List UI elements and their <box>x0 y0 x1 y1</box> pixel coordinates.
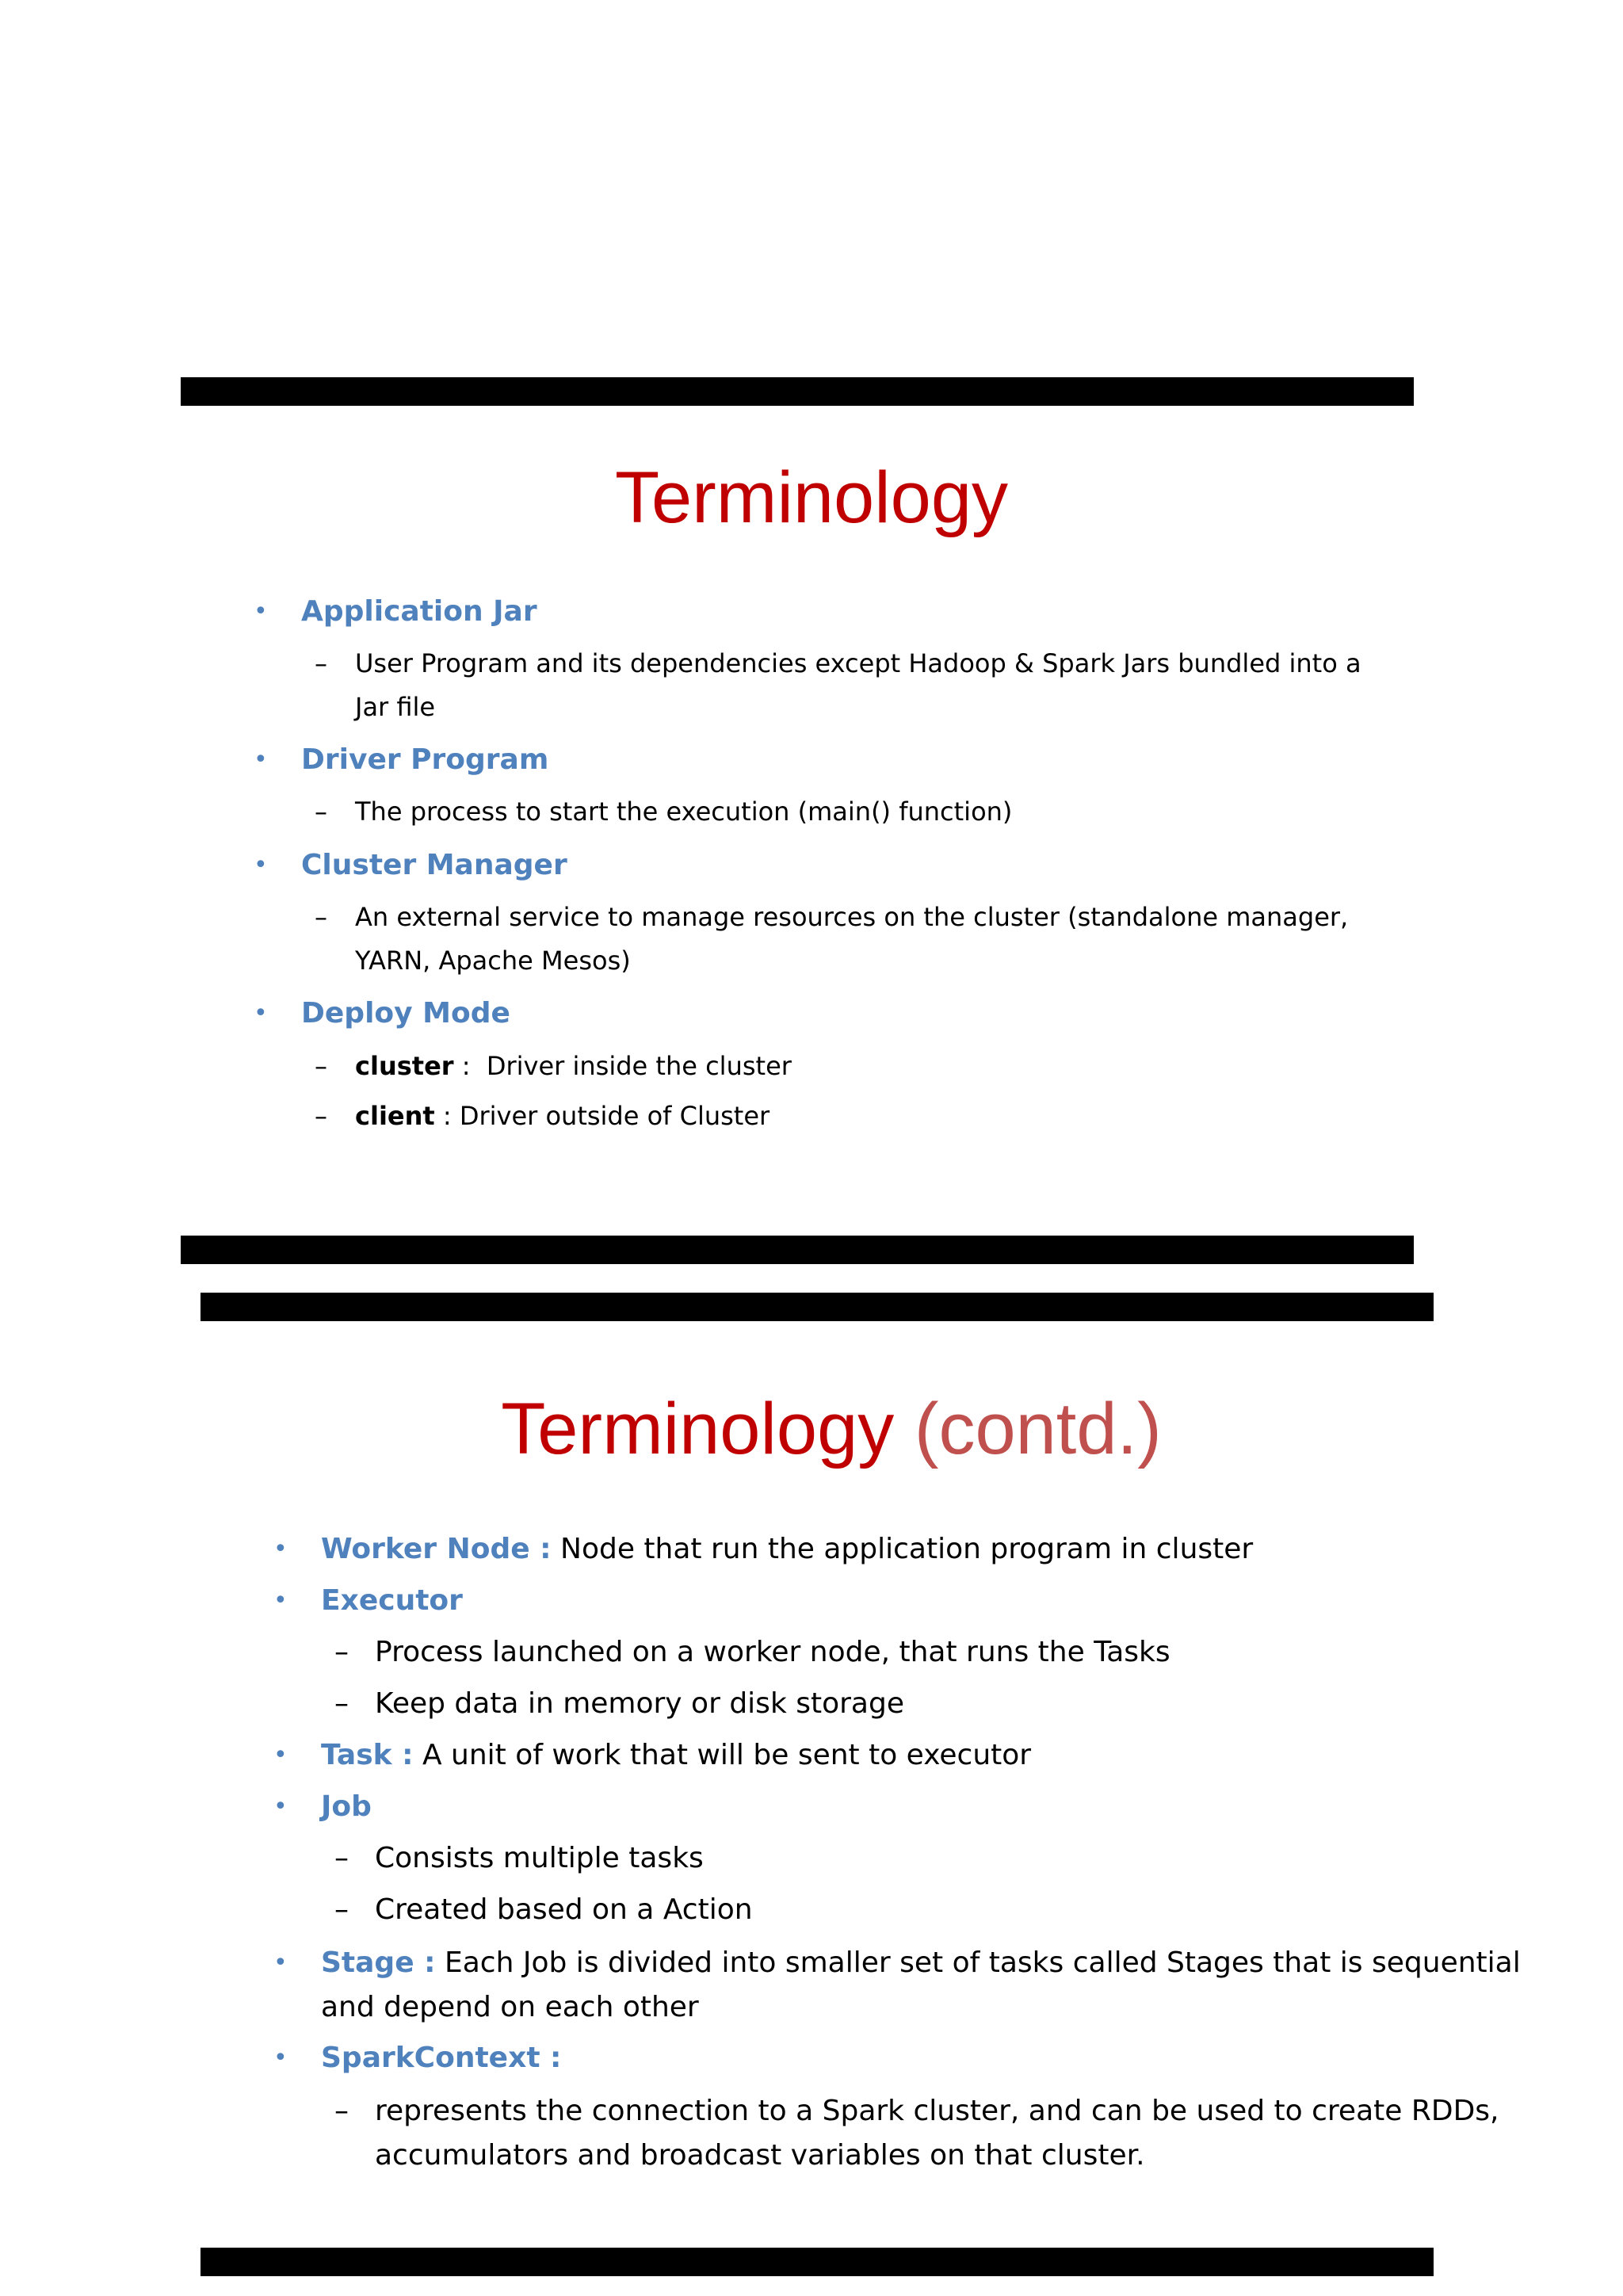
term-desc-line2: and depend on each other <box>321 1991 699 2023</box>
dash-icon: – <box>334 1893 349 1926</box>
term-label: Job <box>321 1790 372 1823</box>
dash-icon: – <box>334 2095 349 2127</box>
dash-icon: – <box>334 1687 349 1720</box>
bullet-icon: • <box>273 1741 288 1769</box>
term-label: Worker Node : <box>321 1533 552 1565</box>
term-label: Driver Program <box>301 743 549 776</box>
bullet-icon: • <box>254 598 268 625</box>
sub-item-text: Jar file <box>355 692 436 722</box>
term-desc: Each Job is divided into smaller set of tasks called Stages that is sequential <box>435 1946 1521 1979</box>
sub-item-text: Keep data in memory or disk storage <box>375 1687 904 1720</box>
list-item <box>273 1786 1462 1828</box>
term-label: Stage : <box>321 1946 436 1979</box>
dash-icon: – <box>334 1842 349 1874</box>
slide2-title <box>20 1389 1623 1469</box>
sub-item-text: The process to start the execution (main() function) <box>355 797 1013 827</box>
list-item <box>273 2038 1462 2079</box>
slide1-bottom-bar <box>181 1236 1414 1264</box>
term-label: Application Jar <box>301 595 537 628</box>
sub-item-text: accumulators and broadcast variables on that cluster. <box>375 2139 1145 2172</box>
slide2-top-bar <box>200 1293 1434 1321</box>
list-item <box>273 1580 1462 1622</box>
dash-icon: – <box>315 1051 327 1081</box>
list-item <box>273 1529 1462 1570</box>
bullet-icon: • <box>273 1793 288 1820</box>
sub-item-text: An external service to manage resources on the cluster (standalone manager, <box>355 902 1349 932</box>
sub-item-text: Created based on a Action <box>375 1893 753 1926</box>
sub-item-text: Process launched on a worker node, that runs the Tasks <box>375 1636 1170 1668</box>
mode-name: client <box>355 1101 435 1131</box>
mode-name: cluster <box>355 1051 454 1081</box>
bullet-icon: • <box>273 1949 288 1977</box>
list-item <box>273 1941 1521 2030</box>
dash-icon: – <box>315 1101 327 1131</box>
term-label: Task : <box>321 1739 414 1771</box>
slide2-title-suffix: (contd.) <box>914 1389 1162 1469</box>
list-item <box>273 1735 1462 1776</box>
term-label: SparkContext : <box>321 2042 562 2074</box>
mode-desc: : Driver inside the cluster <box>453 1051 792 1081</box>
dash-icon: – <box>315 902 327 932</box>
dash-icon: – <box>334 1636 349 1668</box>
sub-item <box>334 1838 1444 1879</box>
bullet-icon: • <box>254 999 268 1027</box>
slide2-title-main: Terminology <box>501 1389 895 1469</box>
sub-item <box>334 2089 1499 2178</box>
sub-item <box>334 1683 1444 1725</box>
term-label: Executor <box>321 1584 463 1617</box>
term-label: Deploy Mode <box>301 997 510 1030</box>
sub-item <box>315 642 1424 729</box>
term-desc: A unit of work that will be sent to executor <box>413 1739 1032 1771</box>
term-label: Cluster Manager <box>301 849 567 881</box>
slide1-title: Terminology <box>615 457 1008 538</box>
bullet-icon: • <box>273 1535 288 1563</box>
term-desc: Node that run the application program in cluster <box>551 1533 1254 1565</box>
bullet-icon: • <box>254 851 268 879</box>
dash-icon: – <box>315 797 327 827</box>
sub-item-text: YARN, Apache Mesos) <box>355 946 631 976</box>
bullet-icon: • <box>254 746 268 774</box>
sub-item <box>334 1889 1444 1931</box>
mode-desc: : Driver outside of Cluster <box>434 1101 770 1131</box>
sub-item <box>334 1632 1444 1673</box>
slide1-top-bar <box>181 377 1414 406</box>
sub-item <box>315 1045 1424 1088</box>
sub-item <box>315 1095 1424 1138</box>
bullet-icon: • <box>273 1587 288 1614</box>
dash-icon: – <box>315 648 327 678</box>
sub-item <box>315 790 1424 834</box>
slide2-bottom-bar <box>200 2248 1434 2276</box>
sub-item-text: represents the connection to a Spark cluster, and can be used to create RDDs, <box>375 2095 1499 2127</box>
sub-item <box>315 896 1424 983</box>
bullet-icon: • <box>273 2044 288 2072</box>
sub-item-text: User Program and its dependencies except Hadoop & Spark Jars bundled into a <box>355 648 1361 678</box>
sub-item-text: Consists multiple tasks <box>375 1842 704 1874</box>
